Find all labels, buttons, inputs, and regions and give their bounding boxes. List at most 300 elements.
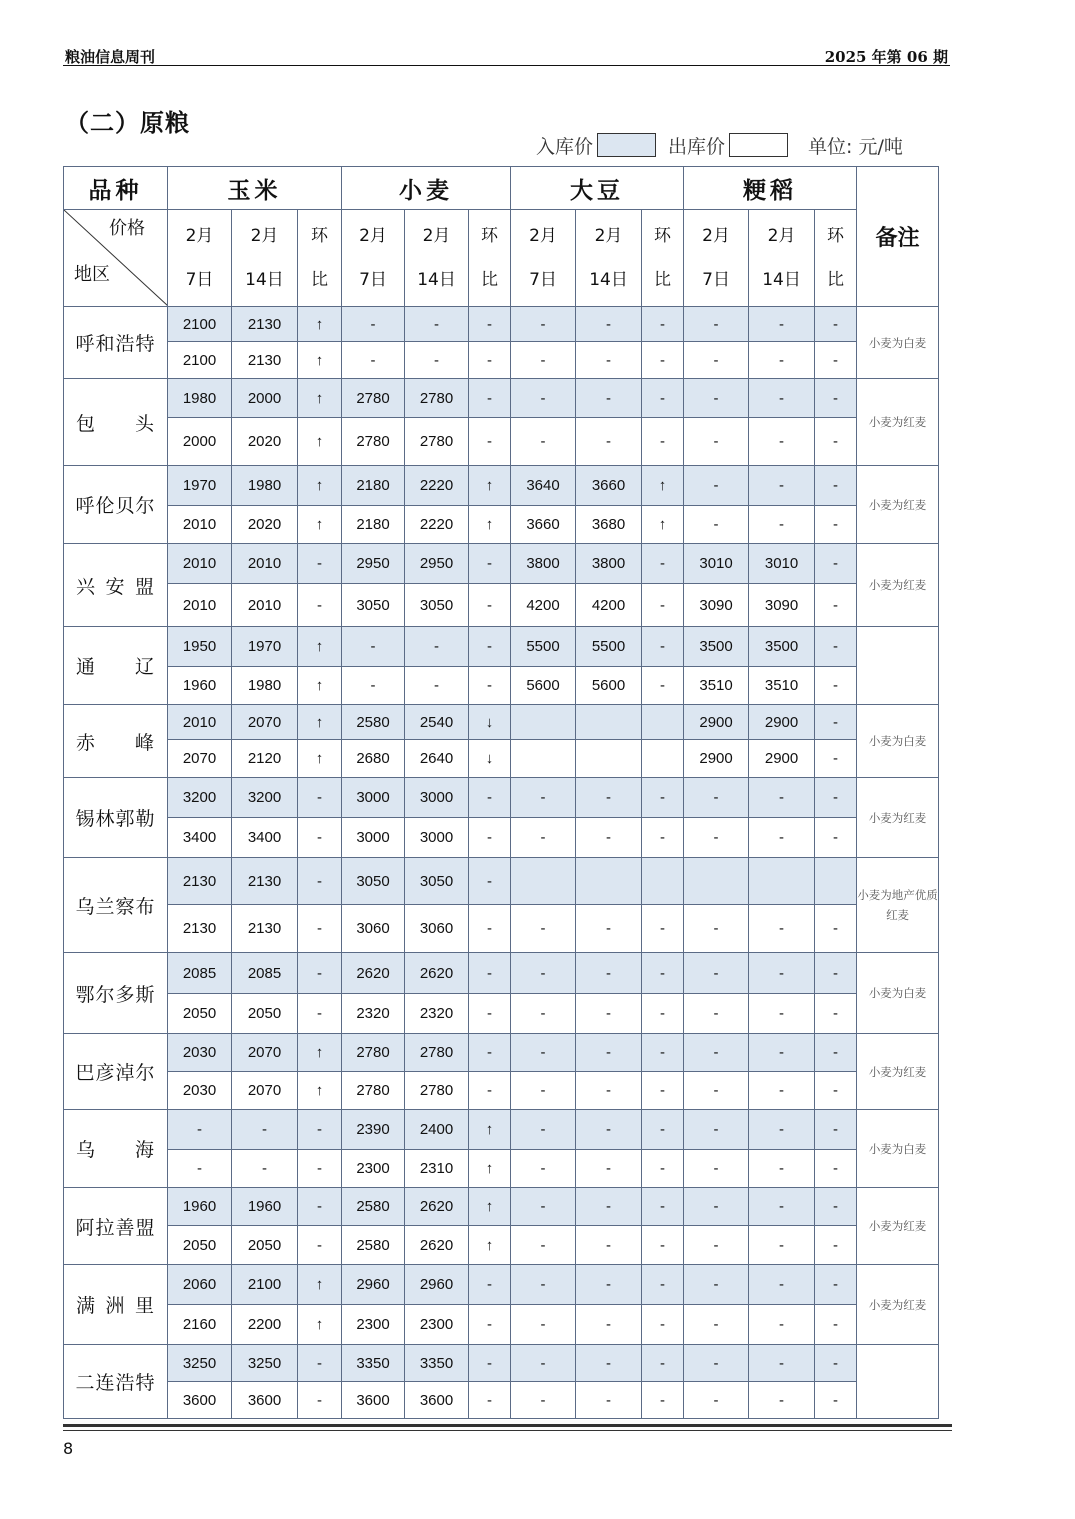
price-cell: 2320 <box>405 994 469 1034</box>
change-cell: - <box>469 342 511 379</box>
price-cell: - <box>684 1226 749 1265</box>
subheader-date-2-line: 2月 <box>422 226 451 246</box>
price-cell: - <box>684 994 749 1034</box>
change-cell: ↑ <box>298 506 342 544</box>
change-cell: - <box>815 418 857 466</box>
price-cell: - <box>511 994 576 1034</box>
table-row-in <box>64 705 939 740</box>
price-cell: 3600 <box>405 1382 469 1419</box>
price-cell: - <box>576 1226 642 1265</box>
price-cell: - <box>749 1034 815 1072</box>
price-cell: - <box>576 778 642 818</box>
price-cell: 2680 <box>342 740 405 778</box>
price-cell: - <box>511 379 576 418</box>
change-cell: ↑ <box>298 627 342 667</box>
price-cell: - <box>511 418 576 466</box>
variety-header: 品种 <box>64 167 168 210</box>
group-header-soybean: 大豆 <box>511 167 684 210</box>
note-cell: 小麦为红麦 <box>857 1034 939 1110</box>
change-cell: ↑ <box>298 418 342 466</box>
price-cell: 2050 <box>232 994 298 1034</box>
change-cell: - <box>815 1226 857 1265</box>
subheader-change-line: 比 <box>827 270 845 290</box>
change-cell: ↑ <box>298 1072 342 1110</box>
price-cell: 2300 <box>405 1305 469 1345</box>
price-cell <box>749 858 815 905</box>
table-row-out <box>64 740 939 778</box>
table-row-out <box>64 1072 939 1110</box>
change-cell: - <box>642 1188 684 1226</box>
price-cell: - <box>749 1188 815 1226</box>
price-cell: - <box>749 1265 815 1305</box>
price-cell: - <box>684 1150 749 1188</box>
table-row-in <box>64 627 939 667</box>
price-cell: 3660 <box>576 466 642 506</box>
price-cell: 3050 <box>405 584 469 627</box>
table-row-in <box>64 1034 939 1072</box>
subheader-date-1-line: 7日 <box>185 270 214 290</box>
price-cell: - <box>405 307 469 342</box>
price-cell: 4200 <box>576 584 642 627</box>
change-cell: - <box>642 667 684 705</box>
price-cell: - <box>749 342 815 379</box>
change-cell: - <box>815 905 857 953</box>
price-cell: - <box>684 1345 749 1382</box>
price-legend <box>536 131 903 159</box>
price-cell: 1950 <box>168 627 232 667</box>
price-cell: 1970 <box>168 466 232 506</box>
change-cell: - <box>642 818 684 858</box>
price-cell: - <box>511 905 576 953</box>
change-cell: - <box>469 1034 511 1072</box>
price-cell: - <box>576 1034 642 1072</box>
table-row-in <box>64 778 939 818</box>
change-cell: ↑ <box>642 466 684 506</box>
subheader-change-line: 比 <box>654 270 672 290</box>
price-cell: 2100 <box>168 342 232 379</box>
corner-cell <box>64 210 168 307</box>
price-cell: 3250 <box>168 1345 232 1382</box>
price-cell <box>684 858 749 905</box>
price-cell: - <box>511 1110 576 1150</box>
publication-title: 粮油信息周刊 <box>65 48 156 66</box>
change-cell: - <box>298 778 342 818</box>
table-row-in <box>64 1265 939 1305</box>
table-row-in <box>64 858 939 905</box>
change-cell: - <box>469 544 511 584</box>
price-cell: - <box>576 418 642 466</box>
price-cell: 2130 <box>232 858 298 905</box>
group-header-japonica-rice: 粳稻 <box>684 167 857 210</box>
price-cell: - <box>684 1034 749 1072</box>
region-name: 兴 安 盟 <box>64 544 168 627</box>
change-cell: - <box>298 1188 342 1226</box>
region-name: 二连浩特 <box>64 1345 168 1419</box>
change-cell: - <box>815 994 857 1034</box>
price-cell: - <box>684 818 749 858</box>
subheader-date-1 <box>168 210 232 307</box>
price-cell: 2030 <box>168 1034 232 1072</box>
subheader-change <box>469 210 511 307</box>
price-cell: 2020 <box>232 418 298 466</box>
change-cell: - <box>642 544 684 584</box>
subheader-date-1 <box>684 210 749 307</box>
change-cell: - <box>469 905 511 953</box>
region-name: 乌 海 <box>64 1110 168 1188</box>
table-row-out <box>64 1226 939 1265</box>
price-cell: 3400 <box>168 818 232 858</box>
legend-in-label: 入库价 <box>536 135 594 158</box>
table-row-in <box>64 544 939 584</box>
change-cell: ↑ <box>469 1150 511 1188</box>
price-cell: 2780 <box>405 1034 469 1072</box>
legend-in-swatch <box>597 133 656 157</box>
price-cell: 2070 <box>168 740 232 778</box>
price-cell: 2070 <box>232 1034 298 1072</box>
note-cell: 小麦为红麦 <box>857 379 939 466</box>
change-cell <box>642 740 684 778</box>
price-cell: 3400 <box>232 818 298 858</box>
price-cell: - <box>684 1305 749 1345</box>
subheader-date-2 <box>576 210 642 307</box>
price-cell: - <box>749 1345 815 1382</box>
price-cell: - <box>511 953 576 994</box>
price-cell: - <box>684 1265 749 1305</box>
table-row-in <box>64 1345 939 1382</box>
price-cell: - <box>232 1150 298 1188</box>
price-cell: 3050 <box>405 858 469 905</box>
price-cell: 2050 <box>168 1226 232 1265</box>
subheader-date-1-line: 2月 <box>702 226 730 246</box>
price-cell: 2020 <box>232 506 298 544</box>
price-cell: 3510 <box>749 667 815 705</box>
price-cell: - <box>684 1188 749 1226</box>
change-cell: - <box>815 1265 857 1305</box>
price-cell: 2780 <box>405 379 469 418</box>
note-cell: 小麦为地产优质红麦 <box>857 858 939 953</box>
price-cell: 2300 <box>342 1305 405 1345</box>
price-cell: 2030 <box>168 1072 232 1110</box>
change-cell: - <box>815 342 857 379</box>
change-cell: - <box>642 1150 684 1188</box>
subheader-change-line: 比 <box>311 270 328 290</box>
price-cell: 2085 <box>168 953 232 994</box>
subheader-date-2-line: 14日 <box>245 270 284 290</box>
price-cell: 2900 <box>684 740 749 778</box>
corner-region-label: 地区 <box>74 264 110 285</box>
change-cell: - <box>642 778 684 818</box>
price-cell: - <box>749 379 815 418</box>
note-cell: 小麦为白麦 <box>857 1110 939 1188</box>
price-cell: - <box>749 307 815 342</box>
change-cell: - <box>642 953 684 994</box>
price-cell: - <box>511 1382 576 1419</box>
region-name: 包 头 <box>64 379 168 466</box>
price-cell: 2120 <box>232 740 298 778</box>
price-cell: 1980 <box>232 667 298 705</box>
price-cell: 2010 <box>232 544 298 584</box>
price-cell: 3600 <box>342 1382 405 1419</box>
note-cell: 小麦为红麦 <box>857 778 939 858</box>
region-name: 满 洲 里 <box>64 1265 168 1345</box>
price-cell: 2050 <box>232 1226 298 1265</box>
change-cell <box>642 705 684 740</box>
price-cell: 2780 <box>405 1072 469 1110</box>
price-cell: 2180 <box>342 466 405 506</box>
price-cell: - <box>232 1110 298 1150</box>
note-header: 备注 <box>857 167 939 307</box>
change-cell: - <box>642 307 684 342</box>
price-cell: 5500 <box>576 627 642 667</box>
change-cell: - <box>298 1345 342 1382</box>
price-cell: - <box>749 418 815 466</box>
subheader-row <box>64 210 939 307</box>
table-row-out <box>64 994 939 1034</box>
issue-number: 2025 年第 06 期 <box>824 48 948 66</box>
change-cell: - <box>469 1305 511 1345</box>
price-cell: 3000 <box>405 818 469 858</box>
table-row-in <box>64 466 939 506</box>
price-cell: - <box>511 1034 576 1072</box>
table-row-out <box>64 818 939 858</box>
price-cell: 2070 <box>232 1072 298 1110</box>
change-cell: ↑ <box>298 740 342 778</box>
price-cell: 3090 <box>684 584 749 627</box>
change-cell: - <box>642 1072 684 1110</box>
grain-price-table <box>63 166 939 1419</box>
price-cell: 2100 <box>168 307 232 342</box>
change-cell: - <box>642 994 684 1034</box>
note-cell <box>857 627 939 705</box>
change-cell: - <box>815 740 857 778</box>
price-cell: 3090 <box>749 584 815 627</box>
change-cell: ↑ <box>298 342 342 379</box>
price-cell: - <box>749 506 815 544</box>
price-cell: - <box>342 307 405 342</box>
price-cell: 2950 <box>405 544 469 584</box>
price-cell: - <box>576 1110 642 1150</box>
price-cell: 2010 <box>168 544 232 584</box>
corner-price-label: 价格 <box>109 218 145 239</box>
price-cell: 2000 <box>232 379 298 418</box>
change-cell: ↑ <box>469 1188 511 1226</box>
subheader-date-1-line: 2月 <box>359 226 387 246</box>
change-cell: - <box>815 506 857 544</box>
change-cell: - <box>469 1345 511 1382</box>
price-cell: - <box>749 953 815 994</box>
price-cell: - <box>511 1150 576 1188</box>
note-cell: 小麦为红麦 <box>857 466 939 544</box>
legend-out-swatch <box>729 133 788 157</box>
price-cell: 2160 <box>168 1305 232 1345</box>
table-row-in <box>64 1110 939 1150</box>
subheader-change-line: 环 <box>654 226 672 246</box>
change-cell <box>642 858 684 905</box>
note-cell: 小麦为红麦 <box>857 1265 939 1345</box>
change-cell: - <box>815 307 857 342</box>
table-row-out <box>64 905 939 953</box>
change-cell: - <box>298 994 342 1034</box>
change-cell: - <box>642 584 684 627</box>
change-cell: - <box>642 418 684 466</box>
change-cell: - <box>815 667 857 705</box>
price-cell: 2960 <box>405 1265 469 1305</box>
change-cell: ↑ <box>298 1305 342 1345</box>
price-cell: 2010 <box>168 705 232 740</box>
change-cell: - <box>469 818 511 858</box>
subheader-date-1-line: 2月 <box>529 226 557 246</box>
price-cell: - <box>684 466 749 506</box>
price-cell: - <box>749 1305 815 1345</box>
price-cell: 2130 <box>168 858 232 905</box>
price-cell: 4200 <box>511 584 576 627</box>
price-cell: - <box>511 342 576 379</box>
region-name: 阿拉善盟 <box>64 1188 168 1265</box>
footer-rule-thick <box>63 1424 952 1427</box>
change-cell: - <box>469 953 511 994</box>
price-cell: 2580 <box>342 705 405 740</box>
price-cell: 2950 <box>342 544 405 584</box>
price-cell: 3000 <box>342 778 405 818</box>
price-cell: 2010 <box>168 506 232 544</box>
change-cell: ↑ <box>298 667 342 705</box>
price-cell: 3000 <box>342 818 405 858</box>
subheader-change-line: 环 <box>311 226 328 246</box>
subheader-change <box>642 210 684 307</box>
price-cell: - <box>749 1150 815 1188</box>
change-cell: - <box>642 1382 684 1419</box>
change-cell: - <box>469 1265 511 1305</box>
price-cell: - <box>684 342 749 379</box>
price-cell: 1980 <box>168 379 232 418</box>
price-cell: 3350 <box>405 1345 469 1382</box>
change-cell: - <box>642 1034 684 1072</box>
table-row-in <box>64 307 939 342</box>
price-cell: 3660 <box>511 506 576 544</box>
price-cell: 5600 <box>511 667 576 705</box>
price-cell: 2180 <box>342 506 405 544</box>
group-header-corn: 玉米 <box>168 167 342 210</box>
price-cell: - <box>511 1188 576 1226</box>
table-row-in <box>64 1188 939 1226</box>
change-cell: - <box>815 544 857 584</box>
change-cell: - <box>642 905 684 953</box>
change-cell: - <box>469 1072 511 1110</box>
price-cell: 2320 <box>342 994 405 1034</box>
price-cell: 3050 <box>342 858 405 905</box>
change-cell: - <box>815 953 857 994</box>
change-cell: ↑ <box>298 1265 342 1305</box>
price-cell: - <box>511 1345 576 1382</box>
price-cell: 2300 <box>342 1150 405 1188</box>
price-cell: 3500 <box>749 627 815 667</box>
price-cell: - <box>684 1110 749 1150</box>
subheader-date-2-line: 2月 <box>767 226 796 246</box>
price-cell: - <box>749 994 815 1034</box>
price-cell: 2540 <box>405 705 469 740</box>
region-name: 巴彦淖尔 <box>64 1034 168 1110</box>
change-cell: ↑ <box>298 1034 342 1072</box>
subheader-change-line: 比 <box>481 270 499 290</box>
price-cell: 2060 <box>168 1265 232 1305</box>
change-cell: - <box>298 584 342 627</box>
price-cell: 2780 <box>342 1034 405 1072</box>
price-cell: - <box>576 1345 642 1382</box>
change-cell <box>815 858 857 905</box>
price-cell: 2220 <box>405 506 469 544</box>
price-cell: 2620 <box>342 953 405 994</box>
price-cell: - <box>684 778 749 818</box>
subheader-date-2-line: 2月 <box>594 226 623 246</box>
change-cell: - <box>815 1345 857 1382</box>
price-cell: - <box>576 342 642 379</box>
legend-unit: 单位: 元/吨 <box>808 135 903 158</box>
price-cell: 3510 <box>684 667 749 705</box>
change-cell: - <box>469 584 511 627</box>
table-row-out <box>64 506 939 544</box>
change-cell: - <box>815 1110 857 1150</box>
change-cell: ↑ <box>469 1110 511 1150</box>
price-cell: - <box>405 627 469 667</box>
region-name: 锡林郭勒 <box>64 778 168 858</box>
subheader-change <box>298 210 342 307</box>
price-cell: 3250 <box>232 1345 298 1382</box>
change-cell: ↑ <box>298 307 342 342</box>
table-row-in <box>64 379 939 418</box>
subheader-date-2-line: 2月 <box>250 226 279 246</box>
change-cell: - <box>642 1226 684 1265</box>
note-cell: 小麦为红麦 <box>857 544 939 627</box>
change-cell: - <box>469 1382 511 1419</box>
note-cell: 小麦为红麦 <box>857 1188 939 1265</box>
change-cell: - <box>298 1110 342 1150</box>
table-body <box>64 307 939 1419</box>
price-cell: 3600 <box>232 1382 298 1419</box>
price-cell: 3010 <box>684 544 749 584</box>
price-cell: - <box>576 994 642 1034</box>
price-cell: 2100 <box>232 1265 298 1305</box>
price-cell: 3500 <box>684 627 749 667</box>
change-cell: - <box>469 418 511 466</box>
price-cell: - <box>511 778 576 818</box>
price-cell: - <box>576 905 642 953</box>
price-cell: 2130 <box>232 307 298 342</box>
price-cell: 2580 <box>342 1226 405 1265</box>
price-cell: - <box>168 1150 232 1188</box>
change-cell: - <box>298 1226 342 1265</box>
subheader-date-2 <box>405 210 469 307</box>
price-cell: 2130 <box>232 342 298 379</box>
change-cell: - <box>469 307 511 342</box>
price-cell: 3060 <box>342 905 405 953</box>
change-cell: - <box>815 379 857 418</box>
price-cell: 2580 <box>342 1188 405 1226</box>
change-cell: - <box>815 1034 857 1072</box>
table-row-out <box>64 418 939 466</box>
price-cell: - <box>576 1150 642 1188</box>
change-cell: - <box>815 1382 857 1419</box>
price-cell: 3200 <box>168 778 232 818</box>
footer-rule-thin <box>63 1430 952 1431</box>
change-cell: ↑ <box>298 466 342 506</box>
table-row-out <box>64 1150 939 1188</box>
price-cell: - <box>749 1226 815 1265</box>
price-cell: - <box>405 342 469 379</box>
price-cell: 2400 <box>405 1110 469 1150</box>
change-cell: - <box>815 1072 857 1110</box>
change-cell: - <box>642 379 684 418</box>
change-cell: - <box>298 905 342 953</box>
